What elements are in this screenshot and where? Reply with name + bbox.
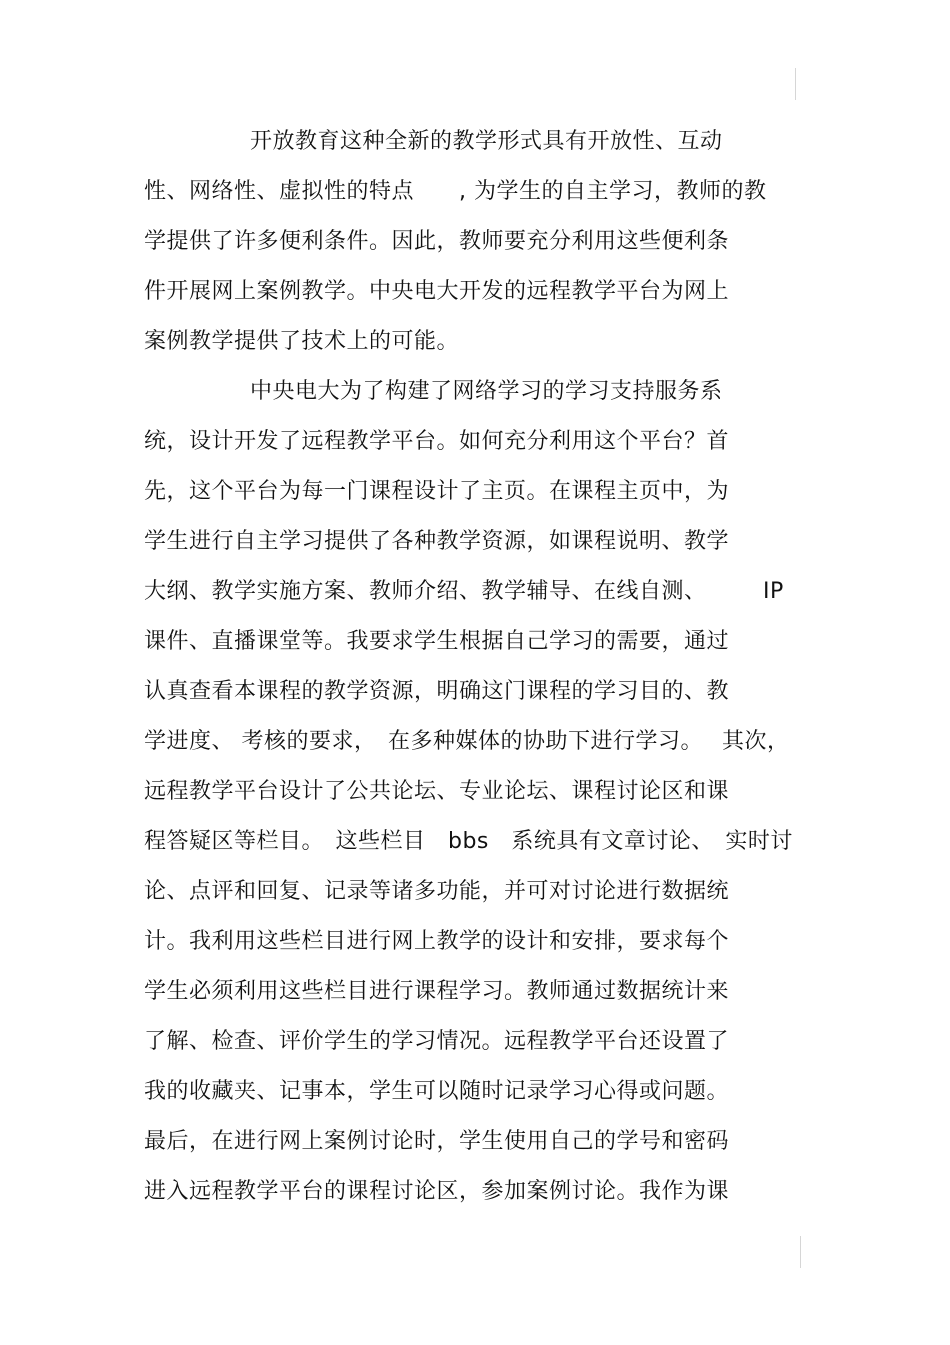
paragraph-line: 了解、检查、评价学生的学习情况。远程教学平台还设置了 xyxy=(144,1029,730,1054)
paragraph-line: 开放教育这种全新的教学形式具有开放性、互动 xyxy=(250,129,723,154)
paragraph-line: 学进度、 考核的要求， 在多种媒体的协助下进行学习。 其次， xyxy=(144,729,790,754)
paragraph-line: 学生进行自主学习提供了各种教学资源，如课程说明、教学 xyxy=(144,529,730,554)
paragraph-line: 学生必须利用这些栏目进行课程学习。教师通过数据统计来 xyxy=(144,979,730,1004)
paragraph-line: 学提供了许多便利条件。因此，教师要充分利用这些便利条 xyxy=(144,229,730,254)
paragraph-line: 性、网络性、虚拟性的特点 , 为学生的自主学习，教师的教 xyxy=(144,179,767,204)
paragraph-line: 远程教学平台设计了公共论坛、专业论坛、课程讨论区和课 xyxy=(144,779,730,804)
paragraph-line: 我的收藏夹、记事本，学生可以随时记录学习心得或问题。 xyxy=(144,1079,730,1104)
paragraph-line: 认真查看本课程的教学资源，明确这门课程的学习目的、教 xyxy=(144,679,730,704)
paragraph-line: 最后，在进行网上案例讨论时，学生使用自己的学号和密码 xyxy=(144,1129,730,1154)
paragraph-line: 先，这个平台为每一门课程设计了主页。在课程主页中，为 xyxy=(144,479,730,504)
paragraph-line: 大纲、教学实施方案、教师介绍、教学辅导、在线自测、 IP xyxy=(144,579,784,604)
paragraph-line: 计。我利用这些栏目进行网上教学的设计和安排，要求每个 xyxy=(144,929,730,954)
paragraph-line: 论、点评和回复、记录等诸多功能，并可对讨论进行数据统 xyxy=(144,879,730,904)
paragraph-line: 中央电大为了构建了网络学习的学习支持服务系 xyxy=(250,379,723,404)
paragraph-line: 课件、直播课堂等。我要求学生根据自己学习的需要，通过 xyxy=(144,629,730,654)
paragraph-line: 统，设计开发了远程教学平台。如何充分利用这个平台？首 xyxy=(144,429,730,454)
page-corner-mark-top xyxy=(795,68,796,100)
paragraph-line: 进入远程教学平台的课程讨论区，参加案例讨论。我作为课 xyxy=(144,1179,730,1204)
paragraph-line: 程答疑区等栏目。 这些栏目 bbs 系统具有文章讨论、 实时讨 xyxy=(144,829,793,854)
paragraph-line: 案例教学提供了技术上的可能。 xyxy=(144,329,460,354)
paragraph-line: 件开展网上案例教学。中央电大开发的远程教学平台为网上 xyxy=(144,279,730,304)
page-corner-mark-bottom xyxy=(800,1236,801,1268)
